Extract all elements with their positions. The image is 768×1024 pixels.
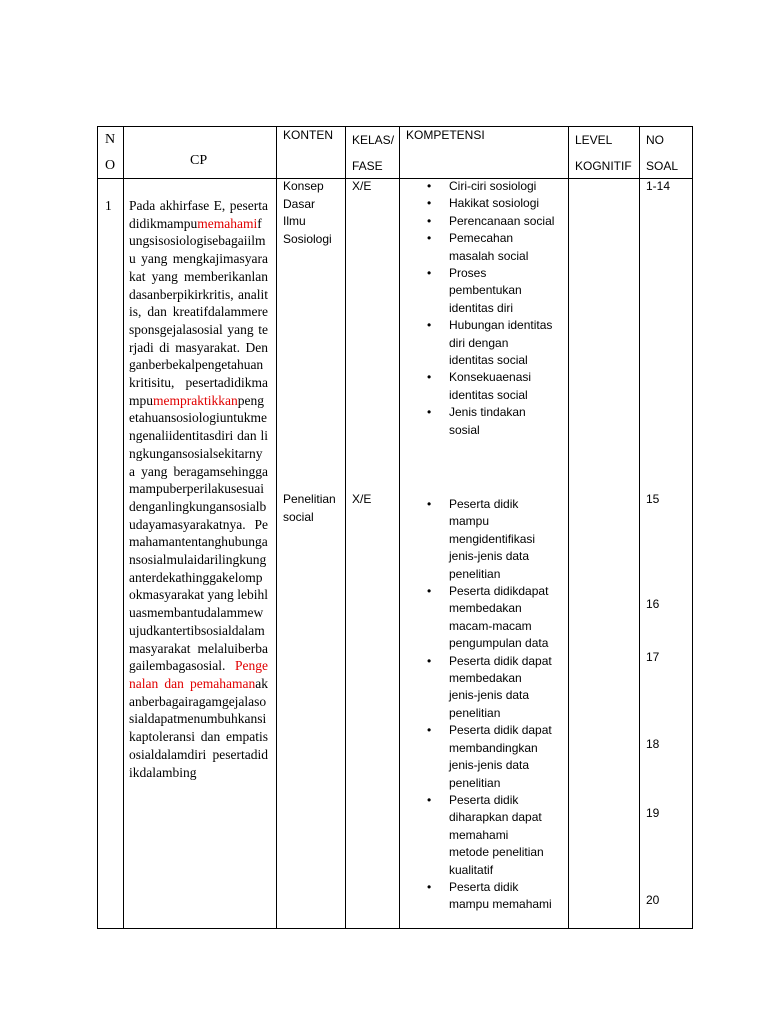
kompetensi-item: • Peserta didik dapat membedakan jenis-jenis data penelitian xyxy=(422,653,562,723)
konten-2 xyxy=(283,491,336,526)
col-divider-1 xyxy=(123,126,124,929)
kompetensi-item: • Hubungan identitas diri dengan identitas social xyxy=(422,317,562,369)
soal-range-1: 1-14 xyxy=(646,179,671,193)
kompetensi-item: • Peserta didikdapat membedakan macam-macam pengumpulan data xyxy=(422,583,562,653)
header-level-line-1: LEVEL xyxy=(575,133,613,147)
soal-number-15: 15 xyxy=(646,492,660,506)
header-level xyxy=(575,127,632,179)
konten-1 xyxy=(283,178,332,248)
kelas-1: X/E xyxy=(352,179,372,193)
header-soal xyxy=(646,127,678,179)
cp-segment-2: fungsisosiologisebagaiilmu yang mengkajimasyarakat yang memberikanlandasanberpikirkritis, analitis, dan kreatifdalammeresponsgejalasosial yang terjadi di masyarakat. Denganberbekalpengetahuankritisitu, pesertadidikmampu xyxy=(129,215,268,408)
konten-2-line: Penelitian xyxy=(283,492,336,506)
header-soal-line-1: NO xyxy=(646,133,664,147)
col-divider-6 xyxy=(639,126,640,929)
kompetensi-item: • Peserta didik dapat membandingkan jenis-jenis data penelitian xyxy=(422,722,562,792)
col-divider-3 xyxy=(345,126,346,929)
cp-segment-4: akanberbagairagamgejalasosialdapatmenumbuhkansikaptoleransi dan empatisosialdalamdiri pesertadidikdalambing xyxy=(129,675,268,780)
soal-number-16: 16 xyxy=(646,597,660,611)
kompetensi-item: • Hakikat sosiologi xyxy=(422,195,562,212)
soal-number-17: 17 xyxy=(646,650,660,664)
header-level-line-2: KOGNITIF xyxy=(575,159,632,173)
kompetensi-item: • Ciri-ciri sosiologi xyxy=(422,178,562,195)
konten-1-line: Ilmu xyxy=(283,214,306,228)
cp-highlight-mempraktikkan: mempraktikkan xyxy=(153,392,238,408)
kompetensi-item: • Jenis tindakan sosial xyxy=(422,404,562,439)
konten-1-line: Sosiologi xyxy=(283,231,332,246)
kompetensi-item: • Peserta didik diharapkan dapat memahami metode penelitian kualitatif xyxy=(422,792,562,879)
cp-highlight-memahami: memahami xyxy=(197,215,258,231)
kompetensi-item: • Konsekuaenasi identitas social xyxy=(422,369,562,404)
konten-1-line: Dasar xyxy=(283,196,316,211)
kompetensi-item: • Proses pembentukan identitas diri xyxy=(422,265,562,317)
kompetensi-list-2 xyxy=(422,496,562,914)
row-number: 1 xyxy=(105,198,112,213)
header-no xyxy=(105,127,119,179)
soal-number-20: 20 xyxy=(646,893,660,907)
header-kelas-line-1: KELAS/ xyxy=(352,133,395,147)
cp-segment-1: Pada akhirfase E, pesertadidikmampu xyxy=(129,198,268,231)
kompetensi-item: • Perencanaan social xyxy=(422,213,562,230)
header-konten: KONTEN xyxy=(283,128,334,142)
table-border-bottom xyxy=(97,928,693,929)
col-divider-4 xyxy=(399,126,400,929)
kelas-2: X/E xyxy=(352,492,372,506)
header-kompetensi: KOMPETENSI xyxy=(406,128,485,142)
kompetensi-item: • Peserta didik mampu memahami xyxy=(422,879,562,914)
konten-1-line: Konsep xyxy=(283,179,324,193)
cp-description xyxy=(129,197,268,781)
kompetensi-item: • Pemecahan masalah social xyxy=(422,230,562,265)
konten-2-line: social xyxy=(283,509,314,524)
col-divider-7 xyxy=(692,126,693,929)
header-cp: CP xyxy=(190,153,208,168)
cp-segment-3: pengetahuansosiologiuntukmengenaliidentitasdiri dan lingkungansosialsekitarnya yang beragamsehinggamampuberperilakusesuaidenganlingkungansosialbudayamasyarakatnya. Pemahamantentanghubungansosialmulaidarilingkunganterdekathinggakelompokmasyarakat yang lebihluasmembantudalammewujudkantertibsosialdalammasyarakat melaluiberbagailembagasosial. xyxy=(129,392,268,674)
soal-number-18: 18 xyxy=(646,737,660,751)
header-kelas-line-2: FASE xyxy=(352,159,383,173)
cp-highlight-pengenalan: Pengenalan dan pemahaman xyxy=(129,658,268,691)
header-no-line-1: N xyxy=(105,132,116,147)
kompetensi-item: • Peserta didik mampu mengidentifikasi jenis-jenis data penelitian xyxy=(422,496,562,583)
header-soal-line-2: SOAL xyxy=(646,159,679,173)
col-divider-0 xyxy=(97,126,98,929)
kompetensi-list-1 xyxy=(422,178,562,439)
header-no-line-2: O xyxy=(105,158,116,173)
assessment-grid-table xyxy=(97,126,693,929)
col-divider-2 xyxy=(276,126,277,929)
soal-number-19: 19 xyxy=(646,806,660,820)
col-divider-5 xyxy=(568,126,569,929)
header-kelas xyxy=(352,127,394,179)
